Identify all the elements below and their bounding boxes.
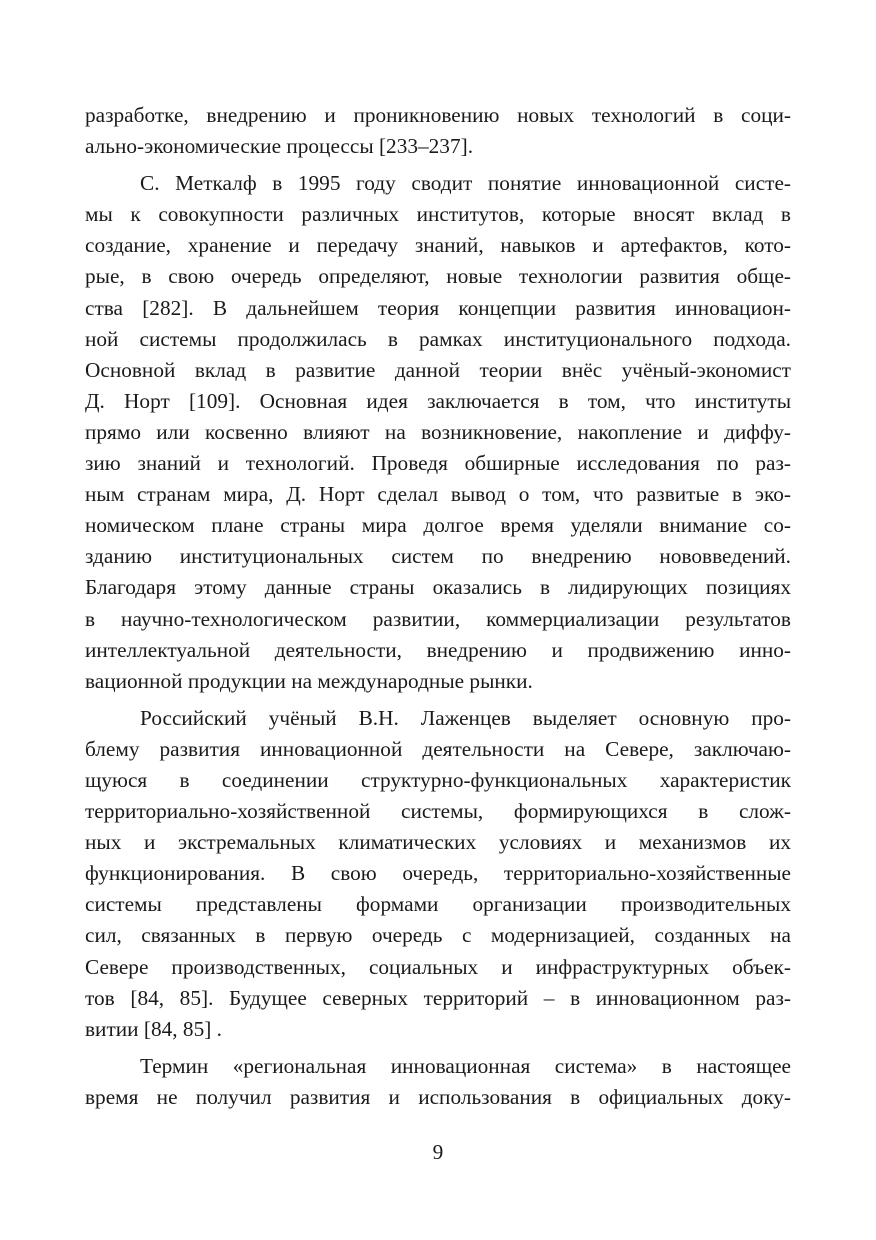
text-line: системы представлены формами организации производительных (85, 892, 791, 917)
text-line: зданию институциональных систем по внедрению нововведений. (85, 544, 791, 569)
text-line: номическом плане страны мира долгое время уделяли внимание со- (85, 513, 791, 538)
text-line: Д. Норт [109]. Основная идея заключается в том, что институты (85, 388, 791, 413)
paragraph-2 (85, 168, 791, 697)
text-line: сил, связанных в первую очередь с модернизацией, созданных на (85, 923, 791, 948)
text-line: интеллектуальной деятельности, внедрению и продвижению инно- (85, 637, 791, 662)
paragraph-3 (85, 703, 791, 1045)
text-line: щуюся в соединении структурно-функциональных характеристик (85, 767, 791, 792)
text-line: вационной продукции на международные рынки. (85, 668, 533, 693)
text-line: территориально-хозяйственной системы, формирующихся в слож- (85, 799, 791, 824)
body-text (85, 100, 791, 1119)
text-line: разработке, внедрению и проникновению новых технологий в соци- (85, 103, 791, 127)
text-line: Российский учёный В.Н. Лаженцев выделяет основную про- (140, 705, 791, 730)
text-line: блему развития инновационной деятельности на Севере, заключаю- (85, 736, 791, 761)
text-line: рые, в свою очередь определяют, новые технологии развития обще- (85, 264, 791, 289)
text-line: Благодаря этому данные страны оказались в лидирующих позициях (85, 575, 791, 600)
paragraph-1 (85, 100, 791, 162)
text-line: ной системы продолжилась в рамках институционального подхода. (85, 326, 791, 351)
text-line: ных и экстремальных климатических условиях и механизмов их (85, 830, 791, 855)
text-line: в научно-технологическом развитии, коммерциализации результатов (85, 606, 791, 631)
text-line: Севере производственных, социальных и инфраструктурных объек- (85, 954, 791, 979)
paragraph-4 (85, 1051, 791, 1113)
text-line: ным странам мира, Д. Норт сделал вывод о том, что развитые в эко- (85, 482, 791, 507)
text-line: тов [84, 85]. Будущее северных территорий – в инновационном раз- (85, 985, 791, 1010)
text-line: ально-экономические процессы [233–237]. (85, 134, 474, 159)
text-line: функционирования. В свою очередь, территориально-хозяйственные (85, 861, 791, 886)
text-line: ства [282]. В дальнейшем теория концепции развития инновацион- (85, 295, 791, 320)
text-line: витии [84, 85] . (85, 1016, 222, 1041)
text-line: создание, хранение и передачу знаний, навыков и артефактов, кото- (85, 233, 791, 258)
text-line: С. Меткалф в 1995 году сводит понятие инновационной систе- (140, 171, 791, 196)
text-line: Термин «региональная инновационная система» в настоящее (140, 1053, 791, 1078)
text-line: зию знаний и технологий. Проведя обширные исследования по раз- (85, 451, 791, 476)
text-line: Основной вклад в развитие данной теории внёс учёный-экономист (85, 357, 791, 382)
page-number: 9 (432, 1140, 444, 1164)
text-line: прямо или косвенно влияют на возникновение, накопление и диффу- (85, 419, 791, 444)
text-line: мы к совокупности различных институтов, которые вносят вклад в (85, 202, 791, 227)
text-line: время не получил развития и использования в официальных доку- (85, 1084, 791, 1109)
